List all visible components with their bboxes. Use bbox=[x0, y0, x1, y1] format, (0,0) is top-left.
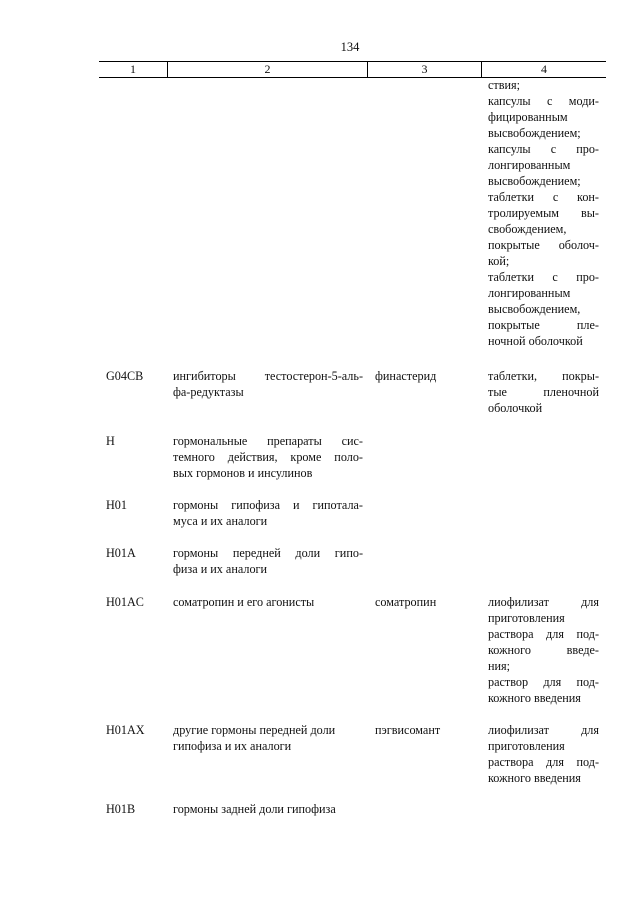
group-name-line: вых гормонов и инсулинов bbox=[173, 466, 313, 480]
dosage-forms bbox=[488, 368, 599, 416]
dosage-form-line: тролируемым вы- bbox=[488, 206, 599, 220]
group-name bbox=[173, 722, 363, 754]
group-name-line: физа и их аналоги bbox=[173, 562, 268, 576]
group-name bbox=[173, 433, 363, 481]
dosage-form-line: кожного введе- bbox=[488, 643, 599, 657]
group-name-line: фа-редуктазы bbox=[173, 385, 244, 399]
dosage-form-line: ночной оболочкой bbox=[488, 334, 583, 348]
page-number: 134 bbox=[340, 40, 360, 54]
dosage-form-line: лиофилизат для bbox=[488, 723, 599, 737]
column-header-1: 1 bbox=[130, 62, 136, 76]
drug-name: соматропин bbox=[375, 595, 437, 609]
dosage-form-line: высвобождением, bbox=[488, 302, 581, 316]
atc-code: H01 bbox=[106, 498, 127, 512]
dosage-form-line: кожного введения bbox=[488, 691, 581, 705]
column-header-2: 2 bbox=[264, 62, 271, 76]
dosage-form-line: покрытые пле- bbox=[488, 318, 599, 332]
atc-code: H bbox=[106, 434, 115, 448]
group-name-line: гормоны задней доли гипофиза bbox=[173, 802, 336, 816]
atc-code: H01B bbox=[106, 802, 136, 816]
dosage-form-line: высвобождением; bbox=[488, 174, 581, 188]
dosage-form-line: кожного введения bbox=[488, 771, 581, 785]
dosage-form-line: лонгированным bbox=[488, 158, 571, 172]
drug-name: финастерид bbox=[375, 369, 437, 383]
dosage-form-line: раствора для под- bbox=[488, 627, 599, 641]
dosage-form-line: высвобождением; bbox=[488, 126, 581, 140]
group-name bbox=[173, 801, 363, 817]
dosage-form-line: раствора для под- bbox=[488, 755, 599, 769]
dosage-form-line: ния; bbox=[488, 659, 511, 673]
dosage-form-line: таблетки, покры- bbox=[488, 369, 599, 383]
dosage-form-line: раствор для под- bbox=[488, 675, 599, 689]
atc-code: H01A bbox=[106, 546, 136, 560]
group-name-line: ингибиторы тестостерон-5-аль- bbox=[173, 369, 363, 383]
dosage-forms bbox=[488, 594, 599, 706]
dosage-form-line: свобождением, bbox=[488, 222, 567, 236]
atc-code: G04CB bbox=[106, 369, 144, 383]
dosage-form-line: ствия; bbox=[488, 78, 521, 92]
group-name-line: соматропин и его агонисты bbox=[173, 595, 315, 609]
dosage-form-line: капсулы с про- bbox=[488, 142, 599, 156]
dosage-form-line: лиофилизат для bbox=[488, 595, 599, 609]
drug-name: пэгвисомант bbox=[375, 723, 441, 737]
dosage-form-line: капсулы с моди- bbox=[488, 94, 599, 108]
dosage-form-line: таблетки с про- bbox=[488, 270, 599, 284]
continued-dosage-forms bbox=[488, 77, 599, 349]
dosage-form-line: приготовления bbox=[488, 611, 565, 625]
column-header-4: 4 bbox=[541, 62, 547, 76]
group-name bbox=[173, 594, 363, 610]
dosage-form-line: таблетки с кон- bbox=[488, 190, 599, 204]
group-name-line: другие гормоны передней доли bbox=[173, 723, 336, 737]
dosage-form-line: кой; bbox=[488, 254, 510, 268]
dosage-form-line: приготовления bbox=[488, 739, 565, 753]
dosage-forms bbox=[488, 722, 599, 786]
group-name-line: темного действия, кроме поло- bbox=[173, 450, 363, 464]
group-name-line: гипофиза и их аналоги bbox=[173, 739, 292, 753]
table-header bbox=[99, 61, 606, 78]
dosage-form-line: покрытые оболоч- bbox=[488, 238, 599, 252]
group-name bbox=[173, 497, 363, 529]
group-name-line: гормоны гипофиза и гипотала- bbox=[173, 498, 363, 512]
group-name-line: гормоны передней доли гипо- bbox=[173, 546, 363, 560]
dosage-form-line: лонгированным bbox=[488, 286, 571, 300]
column-header-3: 3 bbox=[421, 62, 428, 76]
group-name-line: гормональные препараты сис- bbox=[173, 434, 363, 448]
group-name bbox=[173, 545, 363, 577]
atc-code: H01AC bbox=[106, 595, 144, 609]
dosage-form-line: фицированным bbox=[488, 110, 568, 124]
dosage-form-line: тые пленочной bbox=[488, 385, 599, 399]
group-name-line: муса и их аналоги bbox=[173, 514, 268, 528]
atc-code: H01AX bbox=[106, 723, 145, 737]
dosage-form-line: оболочкой bbox=[488, 401, 543, 415]
group-name bbox=[173, 368, 363, 400]
